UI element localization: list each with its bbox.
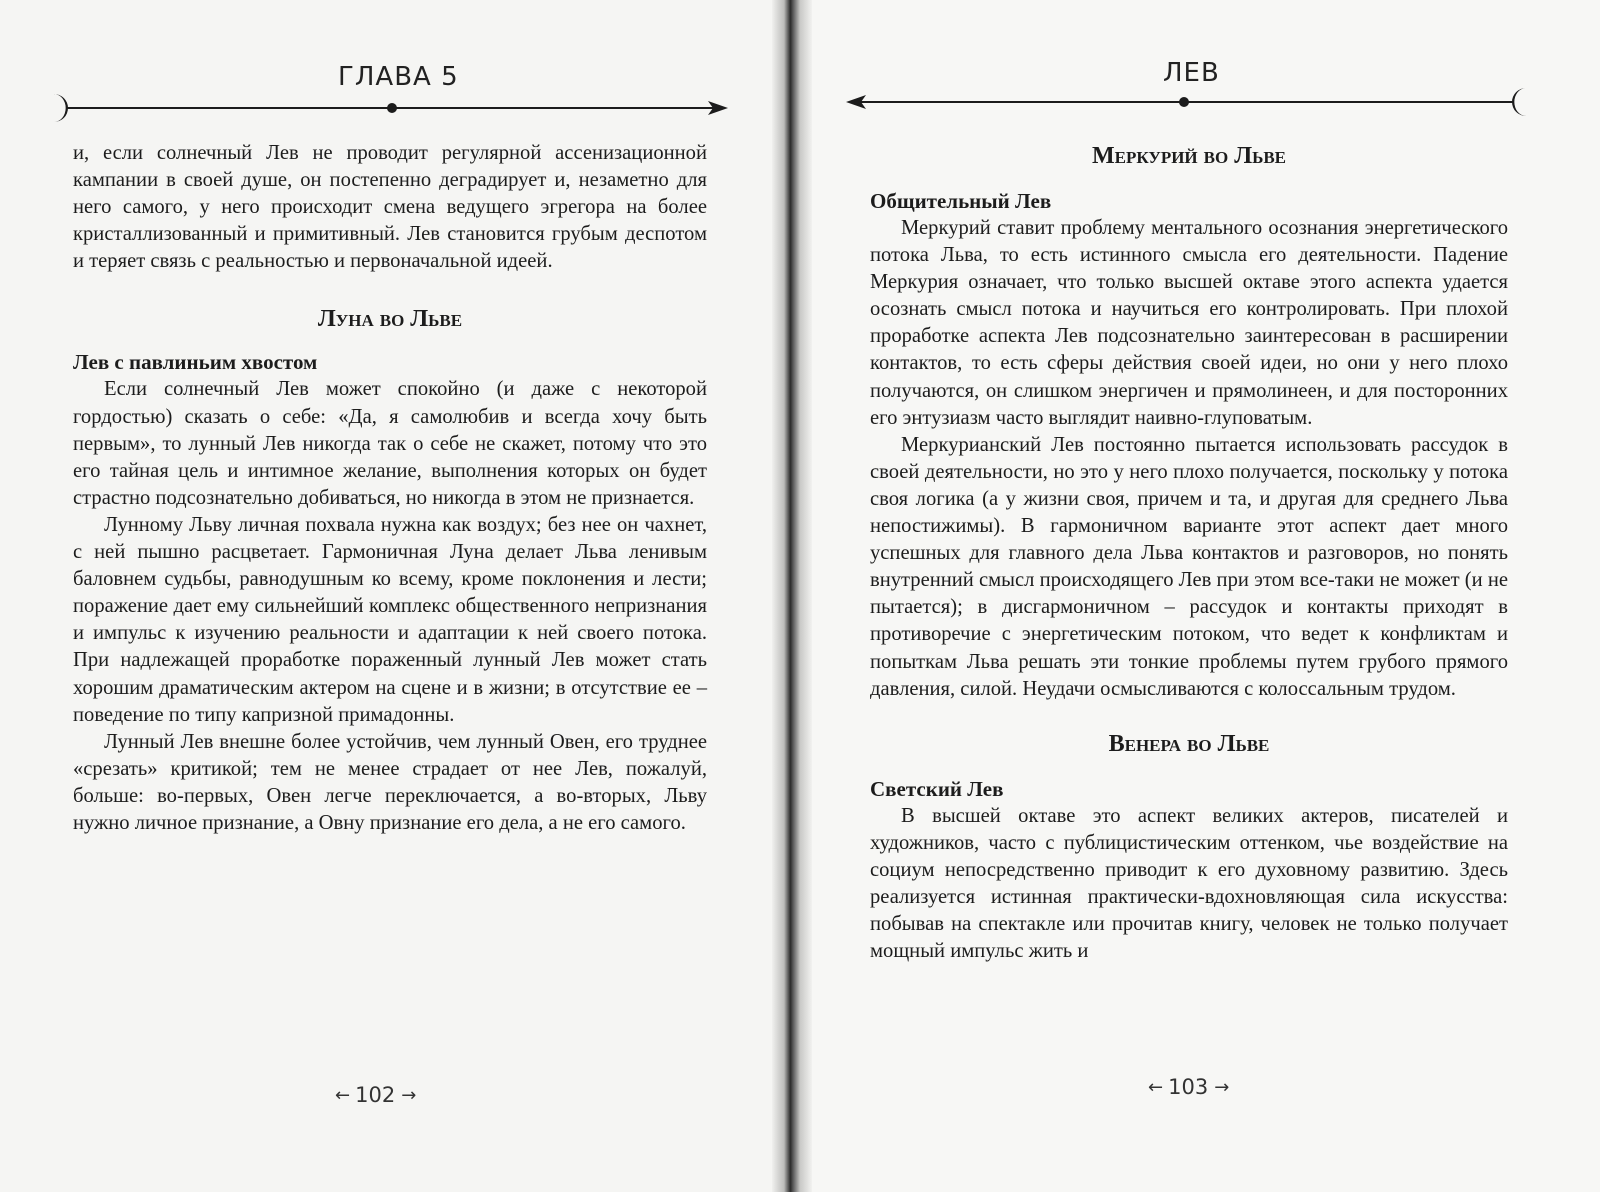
section-title-mercury: Меркурий во Льве: [1091, 143, 1287, 169]
left-text-block: [73, 140, 707, 837]
book-spine-shadow: [772, 0, 812, 1192]
paragraph: Лунному Льву личная похвала нужна как воздух; без нее он чахнет, с ней пышно расцветает. Гармоничная Луна делает Льва ленивым баловнем судьбы, равнодушным ко всему, кроме поклонения и лести; поражение дает ему сильнейший комплекс общественного непризнания и импульс к изучению реальности и адаптации к ней своего потока. При надлежащей проработке пораженный лунный Лев может стать хорошим драматическим актером на сцене и в жизни; в отсутствие ее – поведение по типу капризной примадонны.: [73, 513, 707, 726]
crescent-moon-icon: [1512, 88, 1526, 116]
subtitle-peacock: Лев с павлиньим хвостом: [73, 350, 318, 375]
arrow-left-icon: ←: [335, 1084, 350, 1106]
arrow-right-icon: →: [401, 1084, 416, 1106]
arrow-right-icon: →: [1214, 1076, 1229, 1098]
arrow-left-icon: ←: [1148, 1076, 1163, 1098]
page-number-right: [1148, 1075, 1228, 1099]
left-page: [0, 0, 790, 1192]
continuation-paragraph: и, если солнечный Лев не проводит регулярной ассенизационной кампании в своей душе, он постепенно деградирует и, незаметно для него самого, у него происходит смена ведущего эгрегора на более кристаллизованный и примитивный. Лев становится грубым деспотом и теряет связь с реальностью и первоначальной идеей.: [73, 142, 707, 273]
running-head-right: ЛЕВ: [1163, 58, 1220, 88]
paragraph: В высшей октаве это аспект великих актеров, писателей и художников, часто с публицистическим оттенком, чье воздействие на социум непосредственно приводит к его духовному развитию. Здесь реализуется истинная практически-вдохновляющая сила искусства: побывав на спектакле или прочитав книгу, человек не только получает мощный импульс жить и: [870, 804, 1508, 963]
rule-center-dot: [1179, 97, 1189, 107]
paragraph: Меркурий ставит проблему ментального осознания энергетического потока Льва, то есть истинного смысла его деятельности. Падение Меркурия означает, что только высшей октаве этого аспекта удается осознать смысл потока и научиться его контролировать. При плохой проработке аспекта Лев подсознательно заинтересован в расширении контактов, то есть сферы действия своей идеи, но они у него плохо получаются, он слишком энергичен и прямолинеен, и для посторонних его энтузиазм часто выглядит наивно-глуповатым.: [870, 217, 1508, 429]
page-number: 102: [355, 1083, 396, 1107]
section-title-venus: Венера во Льве: [1108, 730, 1270, 757]
subtitle-secular: Светский Лев: [870, 776, 1004, 801]
crescent-moon-icon: [54, 94, 68, 122]
paragraph: Меркурианский Лев постоянно пытается использовать рассудок в своей деятельности, но это у него плохо получается, поскольку у потока своя логика (а у жизни своя, причем и та, и другая для среднего Льва непостижимы). В гармоничном варианте этот аспект дает много успешных для главного дела Льва контактов и разговоров, но понять внутренний смысл происходящего Лев при этом все-таки не может (и не пытается); в дисгармоничном – рассудок и контакты приходят в противоречие с энергетическим потоком, что ведет к конфликтам и попыткам Льва решать эти тонкие проблемы путем грубого прямого давления, силой. Неудачи осмысливаются с колоссальным трудом.: [870, 433, 1508, 700]
right-text-block: [870, 141, 1508, 965]
subtitle-sociable: Общительный Лев: [870, 189, 1052, 213]
rule-center-dot: [387, 103, 397, 113]
head-rule-left: [44, 90, 744, 126]
running-head-left: ГЛАВА 5: [338, 62, 459, 92]
right-page: [806, 0, 1600, 1192]
head-rule-right: [846, 84, 1538, 120]
page-number-left: [335, 1083, 415, 1107]
section-title-moon: Луна во Льве: [317, 306, 463, 333]
paragraph: Лунный Лев внешне более устойчив, чем лунный Овен, его труднее «срезать» критикой; тем не менее страдает от нее Лев, пожалуй, больше: во-первых, Овен легче переключается, а во-вторых, Льву нужно личное признание, а Овну признание его дела, а не его самого.: [73, 730, 707, 834]
page-number: 103: [1168, 1075, 1209, 1099]
paragraph: Если солнечный Лев может спокойно (и даже с некоторой гордостью) сказать о себе: «Да, я самолюбив и всегда хочу быть первым», то лунный Лев никогда так о себе не скажет, потому что это его тайная цель и интимное желание, выполнения которых он будет страстно подсознательно добиваться, но никогда в этом не признается.: [73, 378, 707, 509]
